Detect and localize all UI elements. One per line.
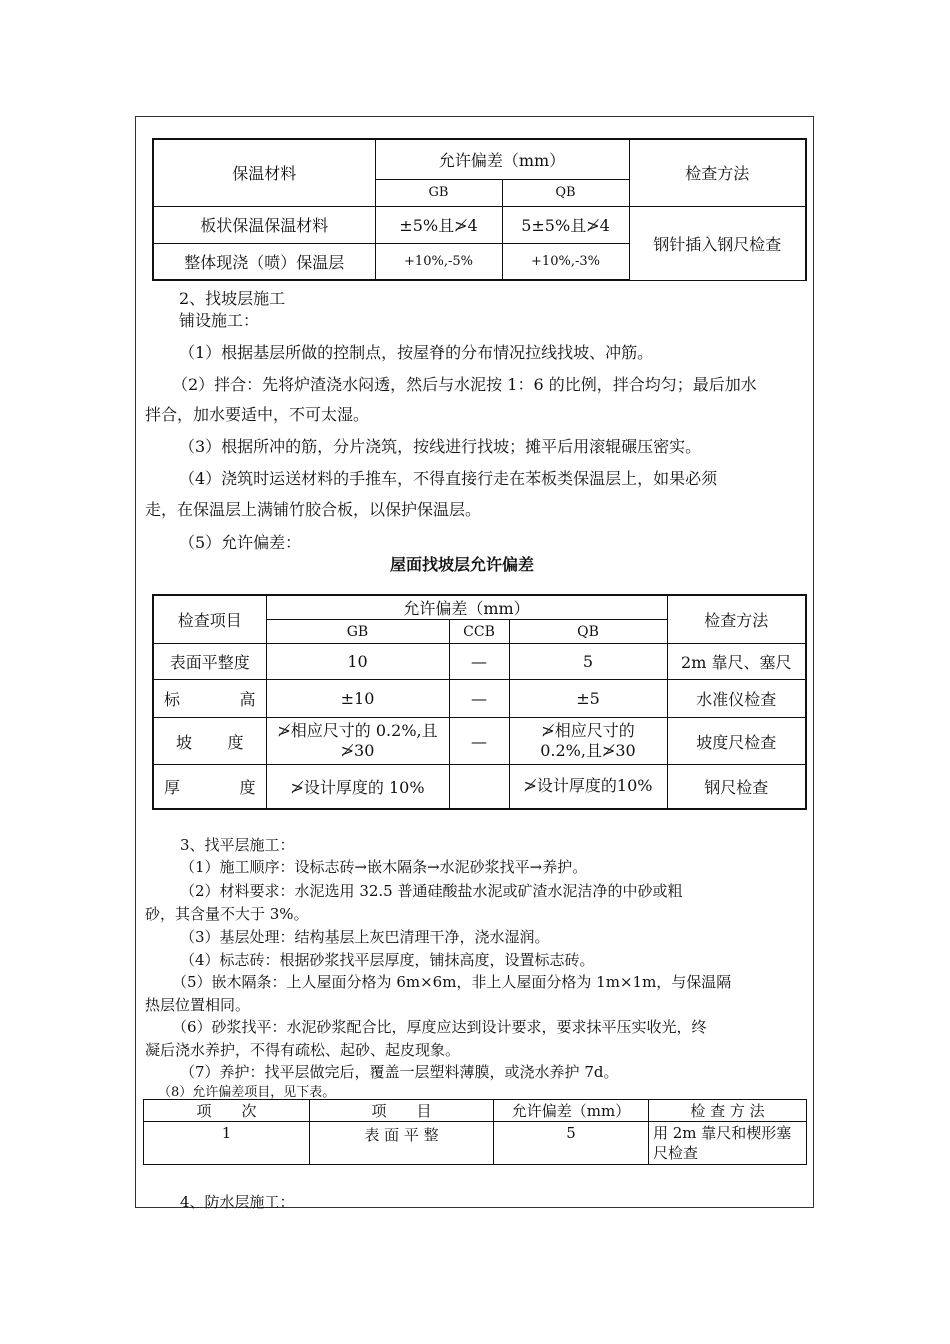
- qb-cell: ±5: [509, 680, 667, 718]
- col-gb: GB: [266, 620, 449, 644]
- material-cell: 整体现浇（喷）保温层: [153, 243, 375, 280]
- section3-paragraph: （5）嵌木隔条：上人屋面分格为 6m×6m，非上人屋面分格为 1m×1m，与保温隔: [172, 973, 732, 991]
- header-deviation: 允许偏差（mm）: [266, 595, 667, 620]
- item-label: 表面平整度: [169, 653, 250, 672]
- gb-cell: ≯设计厚度的 10%: [266, 765, 449, 809]
- method-cell: 2m 靠尺、塞尺: [667, 644, 806, 680]
- col-qb: QB: [509, 620, 667, 644]
- ccb-cell: —: [449, 718, 509, 765]
- section2-paragraph: （3）根据所冲的筋，分片浇筑，按线进行找坡；摊平后用滚辊碾压密实。: [179, 437, 702, 456]
- method-cell: 钢针插入钢尺检查: [629, 206, 806, 280]
- header-cell: 允许偏差（mm）: [494, 1100, 649, 1122]
- leveling-deviation-table: [143, 1099, 807, 1165]
- section3-title: 3、找平层施工：: [180, 836, 295, 854]
- header-item: 检查项目: [153, 595, 266, 644]
- qb-cell: +10%,-3%: [502, 243, 629, 280]
- item-cell: [153, 718, 266, 765]
- item-cell: [153, 680, 266, 718]
- slope-layer-deviation-table: [152, 594, 807, 810]
- insulation-deviation-table: [152, 138, 807, 281]
- method-cell: 水准仪检查: [667, 680, 806, 718]
- qb-cell: 5±5%且≯4: [502, 206, 629, 243]
- section2-title: 2、找坡层施工: [179, 289, 286, 308]
- material-cell: 板状保温保温材料: [153, 206, 375, 243]
- header-cell: 项 目: [310, 1100, 494, 1122]
- section3-paragraph: 砂，其含量不大于 3%。: [145, 905, 309, 923]
- col-qb: QB: [502, 179, 629, 206]
- method-cell: 钢尺检查: [667, 765, 806, 809]
- item-label: 坡: [176, 732, 193, 752]
- number-cell: 1: [144, 1122, 310, 1165]
- item-label: 标: [164, 690, 181, 709]
- ccb-cell: [449, 765, 509, 809]
- ccb-cell: —: [449, 680, 509, 718]
- item-cell: [153, 644, 266, 680]
- method-cell: 坡度尺检查: [667, 718, 806, 765]
- qb-cell: ≯设计厚度的10%: [509, 765, 667, 809]
- section3-paragraph: （7）养护：找平层做完后，覆盖一层塑料薄膜，或浇水养护 7d。: [180, 1063, 619, 1081]
- section2-paragraph: 拌合，加水要适中，不可太湿。: [145, 405, 370, 424]
- ccb-cell: —: [449, 644, 509, 680]
- item-cell: [153, 765, 266, 809]
- section3-paragraph: 热层位置相同。: [145, 996, 251, 1014]
- header-cell: 项 次: [144, 1100, 310, 1122]
- header-deviation: 允许偏差（mm）: [375, 139, 629, 179]
- item-label: 高: [239, 690, 256, 709]
- qb-cell: 5: [509, 644, 667, 680]
- header-method: 检查方法: [667, 595, 806, 644]
- header-cell: 检 查 方 法: [649, 1100, 807, 1122]
- item-cell: 表 面 平 整: [310, 1122, 494, 1165]
- table2-title: 屋面找坡层允许偏差: [390, 555, 535, 574]
- header-method: 检查方法: [629, 139, 806, 206]
- section2-paragraph: 走，在保温层上满铺竹胶合板，以保护保温层。: [145, 500, 482, 519]
- col-gb: GB: [375, 179, 502, 206]
- gb-cell: ≯相应尺寸的 0.2%,且≯30: [266, 718, 449, 765]
- item-label: 厚: [164, 777, 181, 797]
- gb-cell: 10: [266, 644, 449, 680]
- section2-subtitle: 铺设施工：: [179, 311, 260, 330]
- col-ccb: CCB: [449, 620, 509, 644]
- qb-cell: ≯相应尺寸的0.2%,且≯30: [509, 718, 667, 765]
- gb-cell: ±5%且≯4: [375, 206, 502, 243]
- section2-paragraph: （1）根据基层所做的控制点，按屋脊的分布情况拉线找坡、冲筋。: [179, 343, 654, 362]
- gb-cell: ±10: [266, 680, 449, 718]
- section2-paragraph: （4）浇筑时运送材料的手推车，不得直接行走在苯板类保温层上，如果必须: [179, 469, 718, 488]
- method-cell: 用 2m 靠尺和楔形塞尺检查: [649, 1122, 807, 1165]
- section3-paragraph: 凝后浇水养护，不得有疏松、起砂、起皮现象。: [145, 1041, 461, 1059]
- gb-cell: +10%,-5%: [375, 243, 502, 280]
- section2-paragraph: （5）允许偏差：: [179, 533, 302, 552]
- section3-paragraph: （6）砂浆找平：水泥砂浆配合比，厚度应达到设计要求，要求抹平压实收光，终: [172, 1018, 707, 1036]
- section3-paragraph: （2）材料要求：水泥选用 32.5 普通硅酸盐水泥或矿渣水泥洁净的中砂或粗: [180, 882, 683, 900]
- item-label: 度: [239, 777, 256, 797]
- header-material: 保温材料: [153, 139, 375, 206]
- section3-paragraph: （3）基层处理：结构基层上灰巴清理干净，浇水湿润。: [180, 928, 550, 946]
- section3-paragraph: （8）允许偏差项目，见下表。: [158, 1085, 336, 1100]
- section4-title: 4、防水层施工：: [180, 1193, 295, 1211]
- section2-paragraph: （2）拌合：先将炉渣浇水闷透，然后与水泥按 1：6 的比例，拌合均匀；最后加水: [172, 375, 757, 394]
- section3-paragraph: （1）施工顺序：设标志砖→嵌木隔条→水泥砂浆找平→养护。: [180, 858, 588, 876]
- deviation-cell: 5: [494, 1122, 649, 1165]
- section3-paragraph: （4）标志砖：根据砂浆找平层厚度，铺抹高度，设置标志砖。: [180, 951, 595, 969]
- item-label: 度: [227, 732, 244, 752]
